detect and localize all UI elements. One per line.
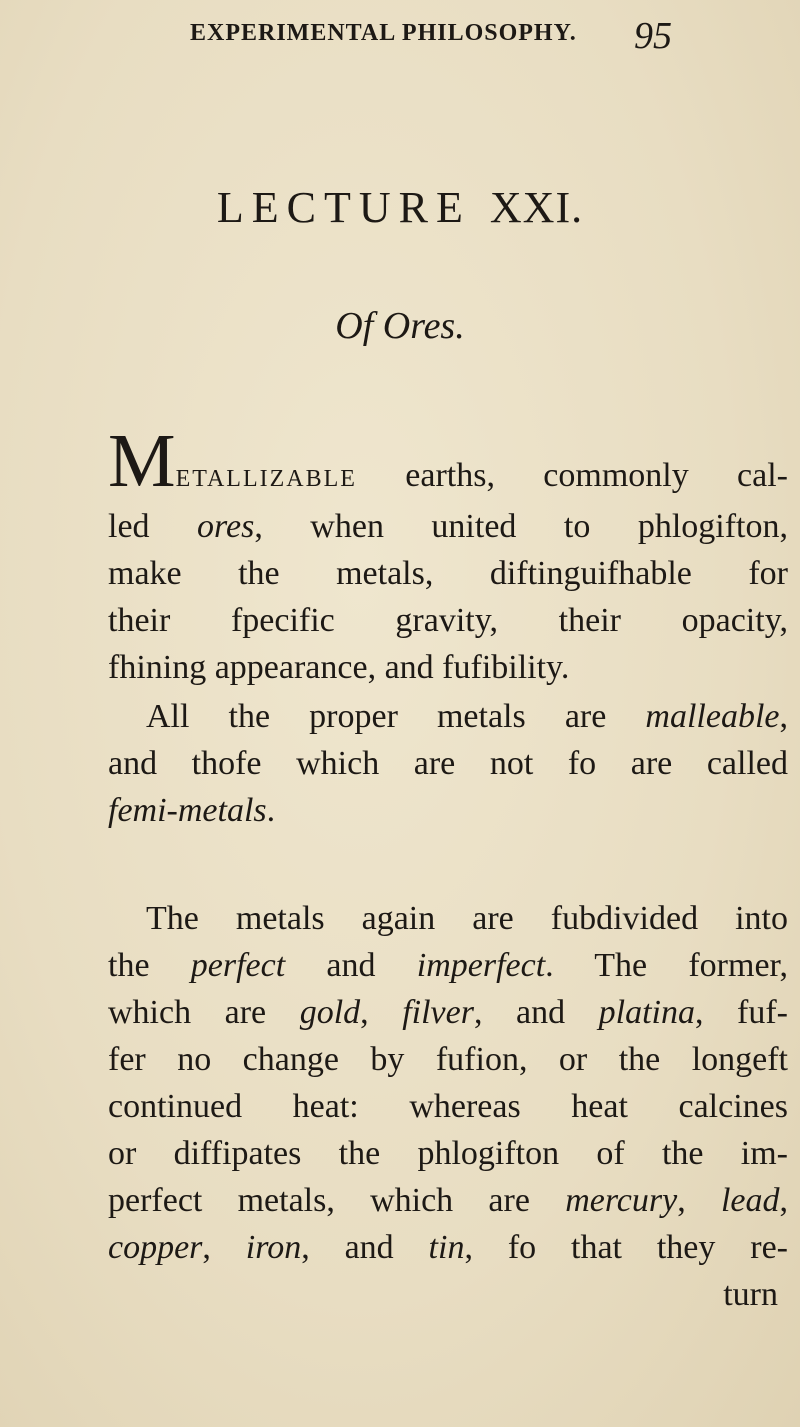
text-line: [108, 419, 788, 503]
catchword: turn: [723, 1276, 778, 1313]
paragraph-3: [108, 895, 788, 1318]
text-line: [108, 1224, 788, 1271]
text-span: and: [285, 947, 417, 984]
text-span: , fo that they re-: [464, 1229, 789, 1266]
lecture-subtitle: Of Ores.: [335, 305, 465, 347]
text-span: All the proper metals are: [146, 698, 646, 735]
text-line: [108, 693, 788, 740]
italic-term: imperfect: [416, 947, 546, 984]
text-span: , fuf-: [694, 994, 788, 1031]
page-number: 95: [634, 15, 672, 57]
text-span: . The former,: [545, 947, 789, 984]
italic-term: gold: [299, 994, 361, 1031]
text-span: led: [108, 508, 198, 545]
text-line: fhining appearance, and fufibility.: [108, 649, 570, 686]
small-caps-lead: ETALLIZABLE: [175, 466, 357, 492]
text-line: The metals again are fubdivided into: [146, 900, 788, 937]
italic-term: tin: [428, 1229, 465, 1266]
italic-term: lead: [720, 1182, 780, 1219]
italic-term: copper: [108, 1229, 203, 1266]
lecture-title: [0, 182, 800, 233]
text-span: perfect metals, which are: [108, 1182, 566, 1219]
italic-term: mercury: [565, 1182, 678, 1219]
italic-term: ores: [197, 508, 255, 545]
italic-term: iron: [245, 1229, 302, 1266]
lecture-label: LECTURE: [216, 183, 471, 232]
text-span: the: [108, 947, 191, 984]
text-line: [108, 989, 788, 1036]
text-span: ,: [360, 994, 403, 1031]
text-line: fer no change by fufion, or the longeft: [108, 1041, 788, 1078]
text-line: or diffipates the phlogifton of the im-: [108, 1135, 788, 1172]
italic-term: femi-metals: [108, 792, 267, 829]
text-span: earths, commonly cal-: [356, 457, 788, 494]
text-span: ,: [202, 1229, 246, 1266]
text-span: .: [266, 792, 276, 829]
paragraph-1: [108, 419, 788, 691]
text-line: make the metals, diftinguifhable for: [108, 555, 788, 592]
text-line: [108, 787, 788, 834]
text-span: ,: [779, 698, 788, 735]
text-span: which are: [108, 994, 300, 1031]
italic-term: perfect: [190, 947, 286, 984]
drop-cap: M: [108, 419, 176, 503]
text-line: [108, 503, 788, 550]
text-span: ,: [779, 1182, 789, 1219]
text-line: their fpecific gravity, their opacity,: [108, 602, 788, 639]
text-span: , and: [473, 994, 599, 1031]
italic-term: platina: [598, 994, 695, 1031]
text-line: continued heat: whereas heat calcines: [108, 1088, 788, 1125]
text-span: , and: [301, 1229, 429, 1266]
text-line: [108, 942, 788, 989]
text-line: [108, 1177, 788, 1224]
running-head: EXPERIMENTAL PHILOSOPHY.: [190, 20, 577, 46]
text-span: , when united to phlogifton,: [254, 508, 788, 545]
paragraph-2: [108, 693, 788, 834]
italic-term: filver: [402, 994, 474, 1031]
text-span: ,: [677, 1182, 721, 1219]
italic-term: malleable: [645, 698, 780, 735]
text-line: and thofe which are not fo are called: [108, 745, 788, 782]
lecture-number: XXI.: [489, 183, 584, 232]
